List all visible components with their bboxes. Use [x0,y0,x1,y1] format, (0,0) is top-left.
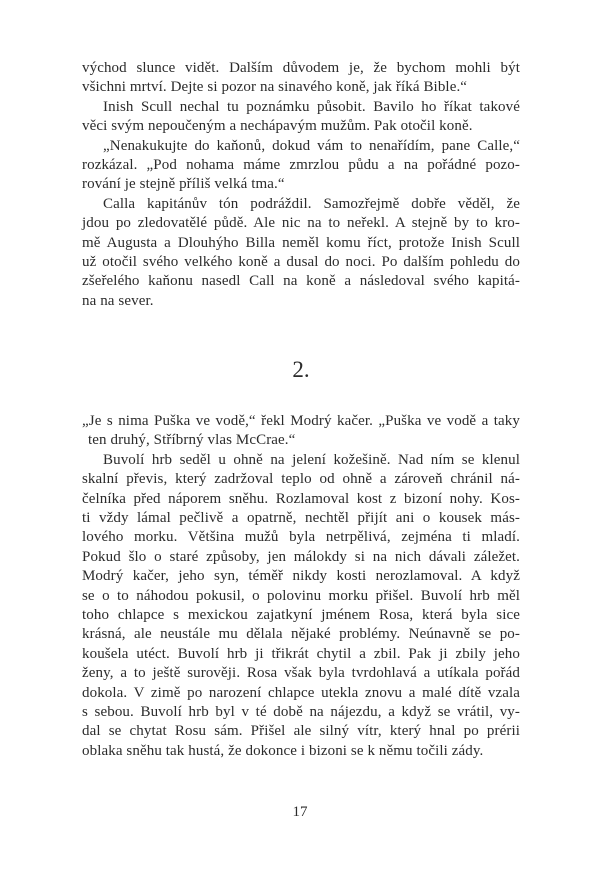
text-line: Pokud šlo o staré způsoby, jen málokdy si na nich dávali záležet. [82,548,520,565]
text-line: východ slunce vidět. Dalším důvodem je, že bychom mohli být [82,60,520,76]
text-line: všichni mrtví. Dejte si pozor na sinavého koně, jak říká Bible.“ [82,79,468,96]
text-line: dokola. V zimě po narození chlapce utekla znovu a malé dítě vzala [82,684,520,701]
text-line: ten druhý, Stříbrný vlas McCrae.“ [88,432,296,449]
paragraph [82,451,520,761]
text-line: skalní převis, který zadržoval teplo od ohně a zároveň chránil ná- [82,471,520,488]
text-line: zšeřelého kaňonu nasedl Call na koně a následoval svého kapitá- [82,273,520,290]
text-line: Buvolí hrb seděl u ohně na jelení kožešině. Nad ním se klenul [103,451,520,468]
text-line: na na sever. [82,292,154,309]
text-line: už otočil svého velkého koně a dusal do noci. Po dalším pohledu do [82,253,520,270]
text-line: věci svým nepoučeným a nechápavým mužům. Pak otočil koně. [82,118,473,135]
chapter-number: 2. [292,357,310,383]
text-line: ženy, a to ještě surověji. Rosa však byla tvrdohlavá a utíkala pořád [82,665,520,682]
text-line: dal se chytat Rosu sám. Přišel ale silný vítr, který hnal po prérii [82,723,520,740]
paragraph [82,59,520,98]
text-line: „Nenakukujte do kaňonů, dokud vám to nenařídím, pane Calle,“ [103,137,520,154]
text-line: rování je stejně příliš velká tma.“ [82,176,285,193]
text-line: jdou po zledovatělé půdě. Ale nic na to neřekl. A stejně by to kro- [82,215,520,232]
paragraph [82,195,520,311]
paragraph [82,98,520,137]
text-line: „Je s nima Puška ve vodě,“ řekl Modrý kačer. „Puška ve vodě a taky [82,413,520,430]
paragraph [82,137,520,195]
text-line: ti vždy lámal pečlivě a opatrně, nechtěl přijít ani o kousek más- [82,510,520,527]
text-line: koušela utéct. Buvolí hrb ji třikrát chytil a zbil. Pak ji zbily jeho [82,645,520,662]
text-line: s sebou. Buvolí hrb byl v té době na nájezdu, a když se vrátil, vy- [82,703,520,720]
text-line: krásná, ale neustále mu dělala nějaké problémy. Neúnavně se po- [82,626,520,643]
text-line: oblaka sněhu tak hustá, že dokonce i bizoni se k němu točili zády. [82,742,484,759]
text-line: lového morku. Většina mužů byla netrpělivá, zejména ti mladí. [82,529,520,546]
text-line: Modrý kačer, jeho syn, téměř nikdy kosti nerozlamoval. A když [82,568,520,585]
paragraph [82,412,520,451]
text-line: toho chlapce s mexickou zajatkyní jménem Rosa, která byla sice [82,606,520,623]
text-line: Inish Scull nechal tu poznámku působit. Bavilo ho říkat takové [103,98,520,115]
text-line: mě Augusta a Dlouhýho Billa neměl komu říct, protože Inish Scull [82,234,520,251]
text-line: rozkázal. „Pod nohama máme zmrzlou půdu a na pořádné pozo- [82,156,520,173]
text-line: Calla kapitánův tón podráždil. Samozřejmě dobře věděl, že [103,195,520,212]
page-number: 17 [292,804,308,820]
text-line: se o to náhodou pokusil, o polovinu morku přišel. Buvolí hrb měl [82,587,520,604]
text-line: čelníka před náporem sněhu. Rozlamoval kost z bizoní nohy. Kos- [82,490,520,507]
text-block [82,59,520,761]
